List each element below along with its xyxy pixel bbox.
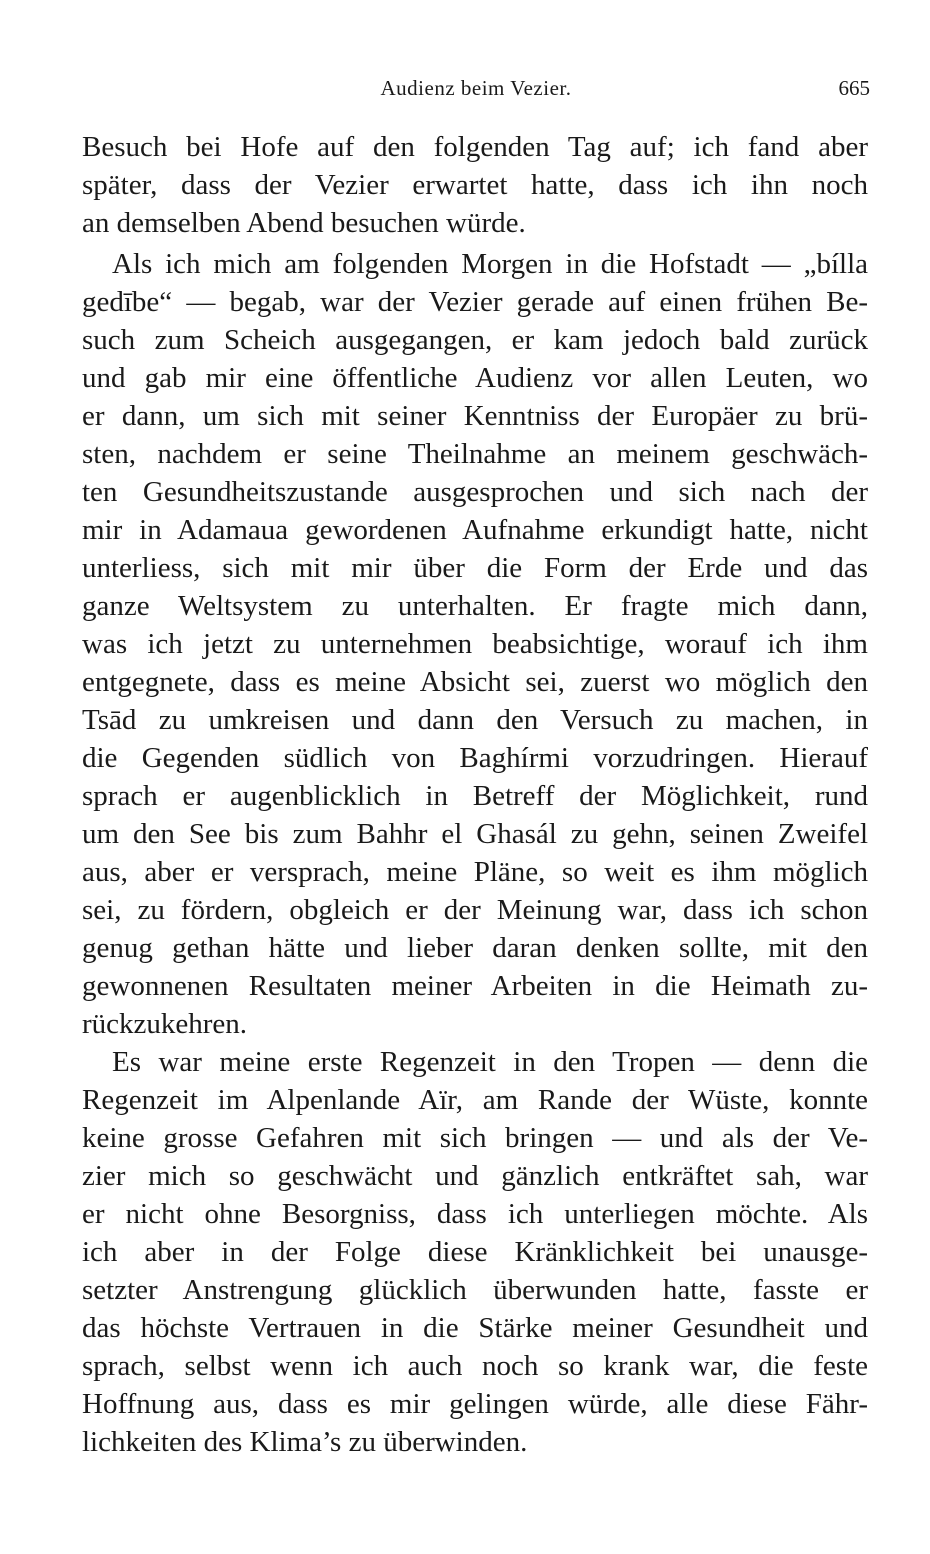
text-line: er dann, um sich mit seiner Kenntniss der Europäer zu brü-	[82, 400, 868, 432]
text-line: um den See bis zum Bahhr el Ghasál zu gehn, seinen Zweifel	[82, 818, 868, 850]
paragraph-first-line: Als ich mich am folgenden Morgen in die Hofstadt — „bílla	[112, 248, 868, 280]
text-line: mir in Adamaua gewordenen Aufnahme erkundigt hatte, nicht	[82, 514, 868, 546]
text-line: sprach er augenblicklich in Betreff der Möglichkeit, rund	[82, 780, 868, 812]
text-line: die Gegenden südlich von Baghírmi vorzudringen. Hierauf	[82, 742, 868, 774]
text-line: keine grosse Gefahren mit sich bringen — und als der Ve-	[82, 1122, 868, 1154]
text-line: ten Gesundheitszustande ausgesprochen und sich nach der	[82, 476, 868, 508]
text-line: was ich jetzt zu unternehmen beabsichtige, worauf ich ihm	[82, 628, 868, 660]
text-line: zier mich so geschwächt und gänzlich entkräftet sah, war	[82, 1160, 868, 1192]
text-line: aus, aber er versprach, meine Pläne, so weit es ihm möglich	[82, 856, 868, 888]
page-header	[82, 76, 870, 106]
text-line: Besuch bei Hofe auf den folgenden Tag auf; ich fand aber	[82, 131, 868, 163]
text-line: lichkeiten des Klima’s zu überwinden.	[82, 1426, 528, 1458]
text-line: und gab mir eine öffentliche Audienz vor allen Leuten, wo	[82, 362, 868, 394]
running-title: Audienz beim Vezier.	[380, 76, 572, 100]
text-line: Regenzeit im Alpenlande Aïr, am Rande der Wüste, konnte	[82, 1084, 868, 1116]
text-line: ganze Weltsystem zu unterhalten. Er fragte mich dann,	[82, 590, 868, 622]
text-line: such zum Scheich ausgegangen, er kam jedoch bald zurück	[82, 324, 868, 356]
text-line: gedībe“ — begab, war der Vezier gerade auf einen frühen Be-	[82, 286, 868, 318]
text-line: sprach, selbst wenn ich auch noch so krank war, die feste	[82, 1350, 868, 1382]
text-line: später, dass der Vezier erwartet hatte, dass ich ihn noch	[82, 169, 868, 201]
text-line: er nicht ohne Besorgniss, dass ich unterliegen möchte. Als	[82, 1198, 868, 1230]
text-line: Tsād zu umkreisen und dann den Versuch zu machen, in	[82, 704, 868, 736]
text-line: unterliess, sich mit mir über die Form der Erde und das	[82, 552, 868, 584]
text-line: Hoffnung aus, dass es mir gelingen würde, alle diese Fähr-	[82, 1388, 868, 1420]
text-line: gewonnenen Resultaten meiner Arbeiten in die Heimath zu-	[82, 970, 868, 1002]
text-line: entgegnete, dass es meine Absicht sei, zuerst wo möglich den	[82, 666, 868, 698]
text-line: rückzukehren.	[82, 1008, 248, 1040]
text-line: sei, zu fördern, obgleich er der Meinung war, dass ich schon	[82, 894, 868, 926]
text-line: setzter Anstrengung glücklich überwunden hatte, fasste er	[82, 1274, 868, 1306]
text-line: genug gethan hätte und lieber daran denken sollte, mit den	[82, 932, 868, 964]
text-line: ich aber in der Folge diese Kränklichkeit bei unausge-	[82, 1236, 868, 1268]
page-number: 665	[838, 76, 870, 100]
paragraph-first-line: Es war meine erste Regenzeit in den Tropen — denn die	[112, 1046, 868, 1078]
text-line: an demselben Abend besuchen würde.	[82, 207, 526, 239]
text-line: sten, nachdem er seine Theilnahme an meinem geschwäch-	[82, 438, 868, 470]
text-line: das höchste Vertrauen in die Stärke meiner Gesundheit und	[82, 1312, 868, 1344]
